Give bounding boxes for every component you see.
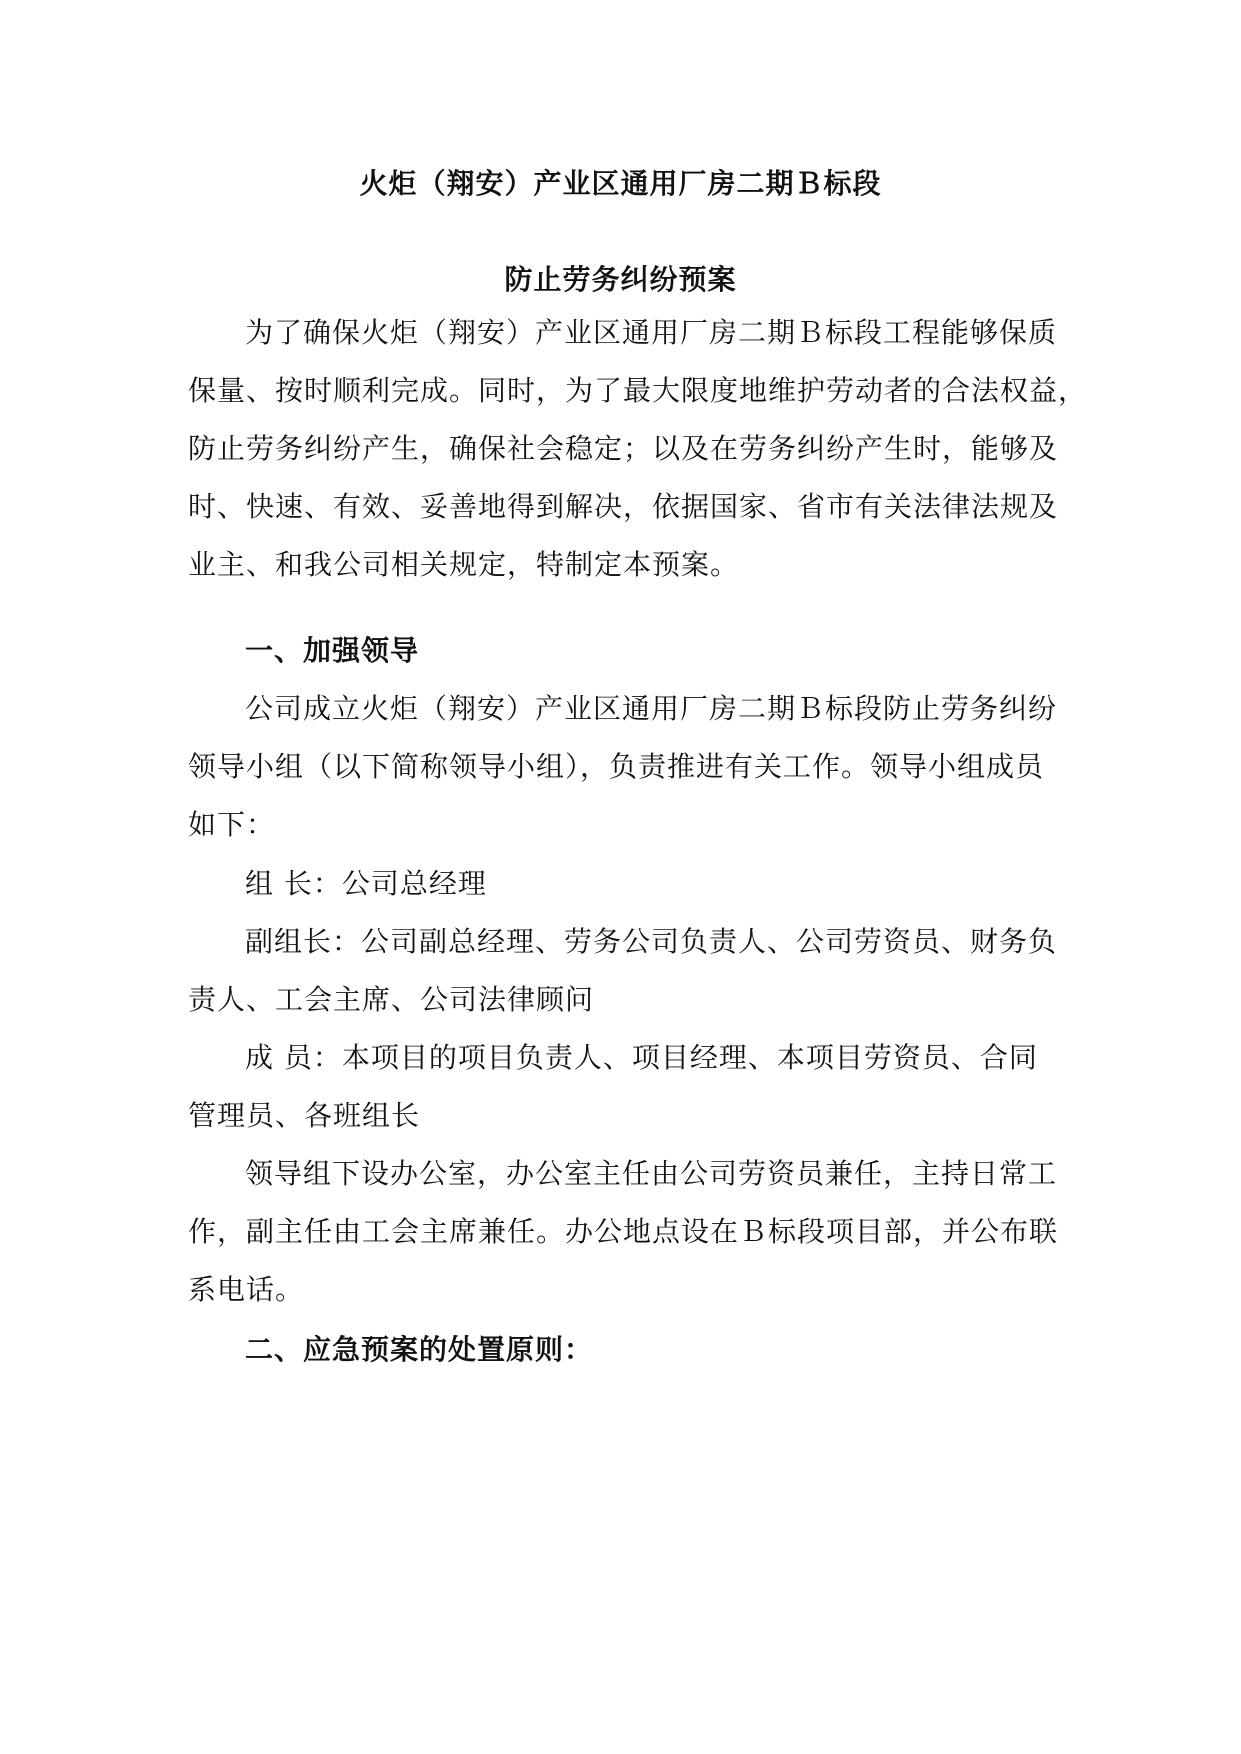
intro-line-4: 时、快速、有效、妥善地得到解决，依据国家、省市有关法律法规及 (188, 490, 1059, 523)
section1-line-1: 公司成立火炬（翔安）产业区通用厂房二期Ｂ标段防止劳务纠纷 (245, 692, 1058, 725)
deputy-line-1: 副组长：公司副总经理、劳务公司负责人、公司劳资员、财务负 (245, 925, 1058, 958)
document-subtitle: 防止劳务纠纷预案 (504, 263, 737, 296)
deputy-line-2: 责人、工会主席、公司法律顾问 (188, 983, 595, 1016)
members-line-2: 管理员、各班组长 (188, 1099, 421, 1132)
section2-heading: 二、应急预案的处置原则： (245, 1333, 594, 1366)
intro-line-2: 保量、按时顺利完成。同时，为了最大限度地维护劳动者的合法权益， (188, 374, 1088, 407)
section1-line-2: 领导小组（以下简称领导小组），负责推进有关工作。领导小组成员 (188, 750, 1045, 783)
office-line-2: 作，副主任由工会主席兼任。办公地点设在Ｂ标段项目部，并公布联 (188, 1215, 1059, 1248)
intro-line-3: 防止劳务纠纷产生，确保社会稳定；以及在劳务纠纷产生时，能够及 (188, 432, 1059, 465)
document-title: 火炬（翔安）产业区通用厂房二期Ｂ标段 (359, 167, 882, 200)
intro-line-1: 为了确保火炬（翔安）产业区通用厂房二期Ｂ标段工程能够保质 (245, 316, 1058, 349)
leader-line: 组 长：公司总经理 (245, 867, 487, 900)
members-line-1: 成 员：本项目的项目负责人、项目经理、本项目劳资员、合同 (245, 1041, 1038, 1074)
section1-heading: 一、加强领导 (245, 634, 420, 667)
office-line-1: 领导组下设办公室，办公室主任由公司劳资员兼任，主持日常工 (245, 1157, 1058, 1190)
intro-line-5: 业主、和我公司相关规定，特制定本预案。 (188, 548, 740, 581)
office-line-3: 系电话。 (188, 1273, 305, 1306)
section1-line-3: 如下： (188, 808, 276, 841)
